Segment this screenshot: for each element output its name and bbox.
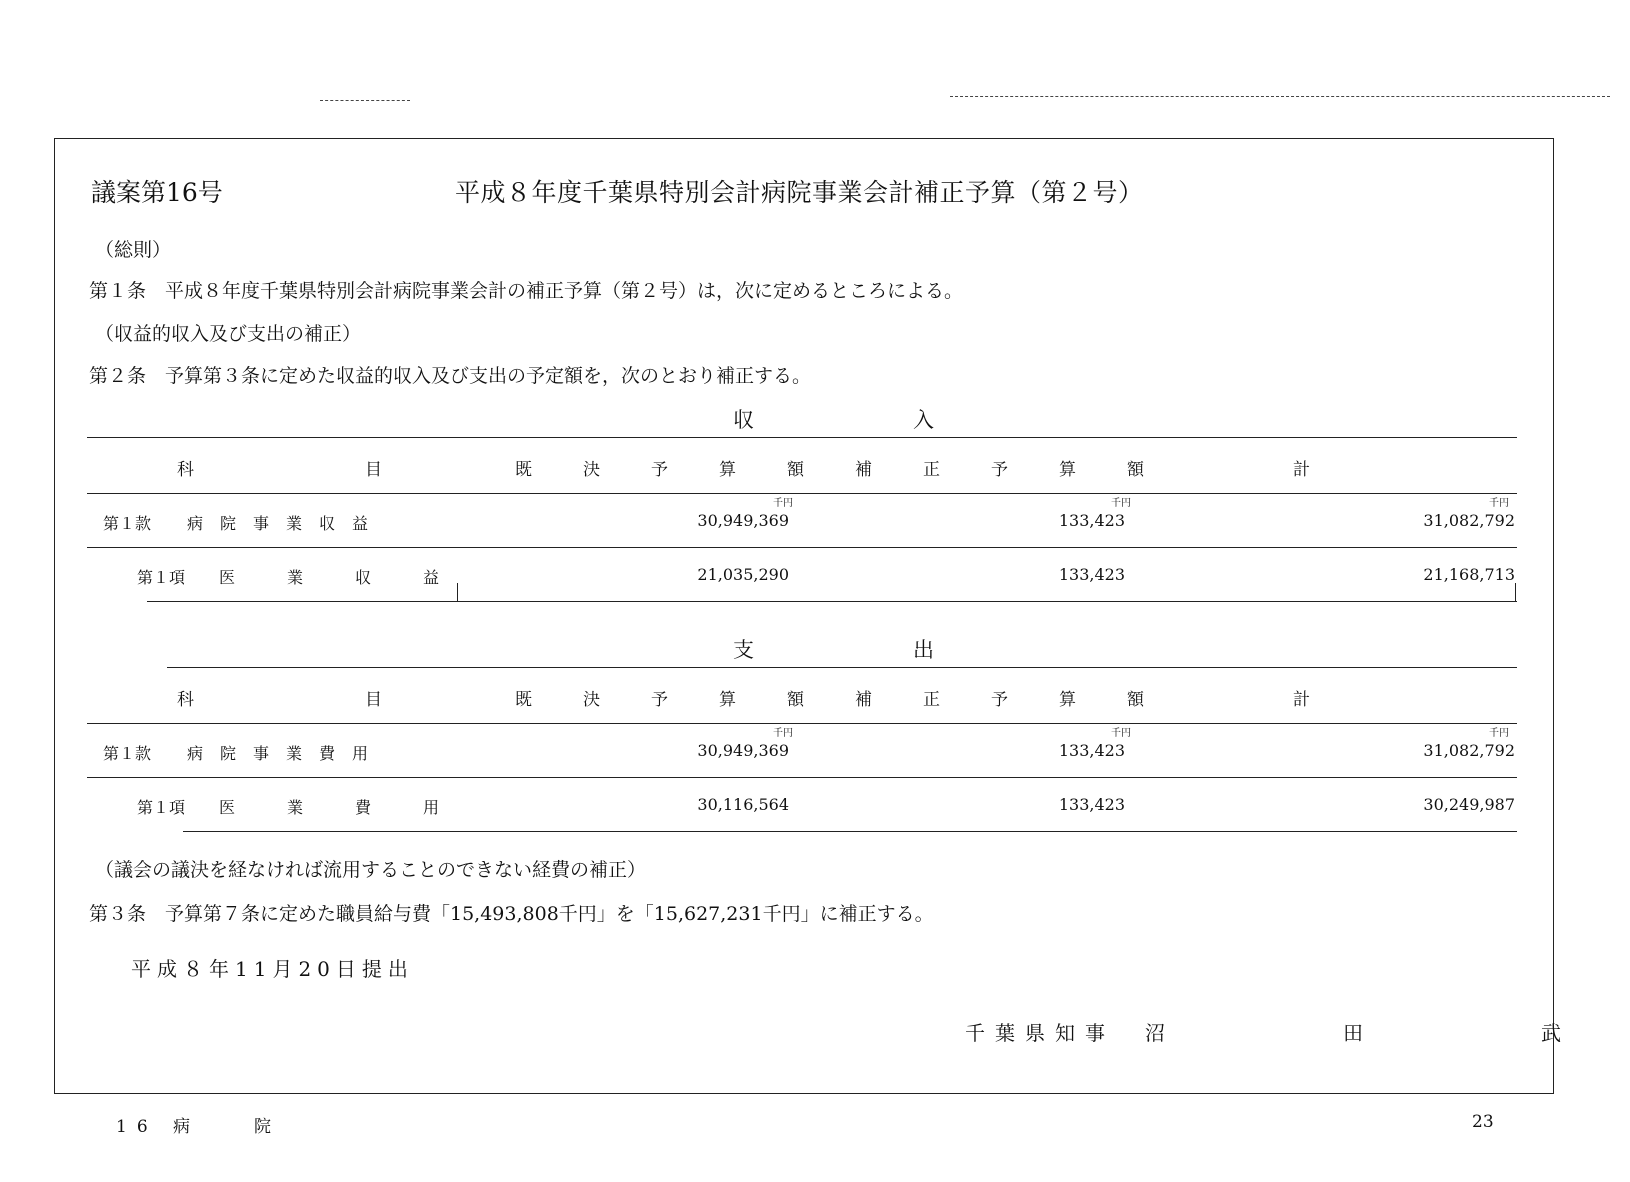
footer-section: 16 病 院 — [116, 1117, 282, 1137]
col-total: 計 — [1293, 690, 1310, 710]
general-heading: （総則） — [95, 239, 172, 261]
submission-date: 平成８年11月20日提出 — [131, 957, 414, 981]
page-number: 23 — [1472, 1112, 1494, 1132]
revenue-heading: （収益的収入及び支出の補正） — [95, 323, 362, 345]
row-prefix: 第１款 — [103, 744, 152, 763]
table-rule — [87, 437, 1517, 438]
document-title: 平成８年度千葉県特別会計病院事業会計補正予算（第２号） — [455, 178, 1144, 207]
row-total-amount: 31,082,792 — [1423, 741, 1515, 760]
col-subject-left: 科 — [177, 460, 194, 480]
scan-mark — [320, 100, 410, 101]
col-existing: 既 決 予 算 額 — [515, 690, 821, 710]
row-prefix: 第１項 — [137, 568, 186, 587]
scan-mark — [950, 96, 1610, 97]
expense-heading: （議会の議決を経なければ流用することのできない経費の補正） — [95, 859, 647, 881]
income-table — [87, 437, 1517, 607]
unit-label: 千円 — [773, 498, 793, 509]
table-rule — [87, 723, 1517, 724]
col-subject-right: 目 — [365, 460, 382, 480]
table-rule — [87, 493, 1517, 494]
signatory-name: 沼 田 武 — [1145, 1021, 1607, 1045]
col-correction: 補 正 予 算 額 — [855, 690, 1161, 710]
col-total: 計 — [1293, 460, 1310, 480]
row-total-amount: 21,168,713 — [1423, 565, 1515, 584]
table-rule — [167, 667, 1517, 668]
row-total-amount: 31,082,792 — [1423, 511, 1515, 530]
article-3: 第３条 予算第７条に定めた職員給与費「15,493,808千円」を「15,627,231千円」に補正する。 — [89, 903, 934, 925]
col-subject-left: 科 — [177, 690, 194, 710]
col-correction: 補 正 予 算 額 — [855, 460, 1161, 480]
row-prefix: 第１款 — [103, 514, 152, 533]
table-rule — [87, 777, 1517, 778]
row-correction-amount: 133,423 — [1058, 795, 1125, 814]
bill-number: 議案第16号 — [91, 178, 223, 207]
table-divider — [457, 583, 458, 601]
row-correction-amount: 133,423 — [1058, 741, 1125, 760]
row-subject: 病院事業費用 — [187, 744, 386, 763]
table-rule — [147, 601, 1517, 602]
unit-label: 千円 — [1111, 498, 1131, 509]
unit-label: 千円 — [1111, 728, 1131, 739]
row-total-amount: 30,249,987 — [1423, 795, 1515, 814]
signatory-title: 千葉県知事 — [965, 1021, 1115, 1045]
row-subject: 医業収益 — [219, 568, 492, 587]
row-existing-amount: 21,035,290 — [697, 565, 789, 584]
col-subject-right: 目 — [365, 690, 382, 710]
row-subject: 医業費用 — [219, 798, 492, 817]
table-rule — [183, 831, 1517, 832]
expense-table-title: 支 出 — [733, 638, 958, 662]
expense-table — [87, 667, 1517, 837]
table-rule — [87, 547, 1517, 548]
col-existing: 既 決 予 算 額 — [515, 460, 821, 480]
row-existing-amount: 30,116,564 — [697, 795, 789, 814]
document-frame — [54, 138, 1607, 1094]
row-existing-amount: 30,949,369 — [697, 511, 789, 530]
unit-label: 千円 — [1489, 498, 1509, 509]
row-correction-amount: 133,423 — [1058, 565, 1125, 584]
income-table-title: 収 入 — [733, 408, 958, 432]
unit-label: 千円 — [1489, 728, 1509, 739]
article-2: 第２条 予算第３条に定めた収益的収入及び支出の予定額を，次のとおり補正する。 — [89, 365, 812, 387]
article-1: 第１条 平成８年度千葉県特別会計病院事業会計の補正予算（第２号）は，次に定めるところによる。 — [89, 280, 964, 302]
row-existing-amount: 30,949,369 — [697, 741, 789, 760]
row-correction-amount: 133,423 — [1058, 511, 1125, 530]
row-subject: 病院事業収益 — [187, 514, 386, 533]
unit-label: 千円 — [773, 728, 793, 739]
table-divider — [1515, 583, 1516, 601]
row-prefix: 第１項 — [137, 798, 186, 817]
